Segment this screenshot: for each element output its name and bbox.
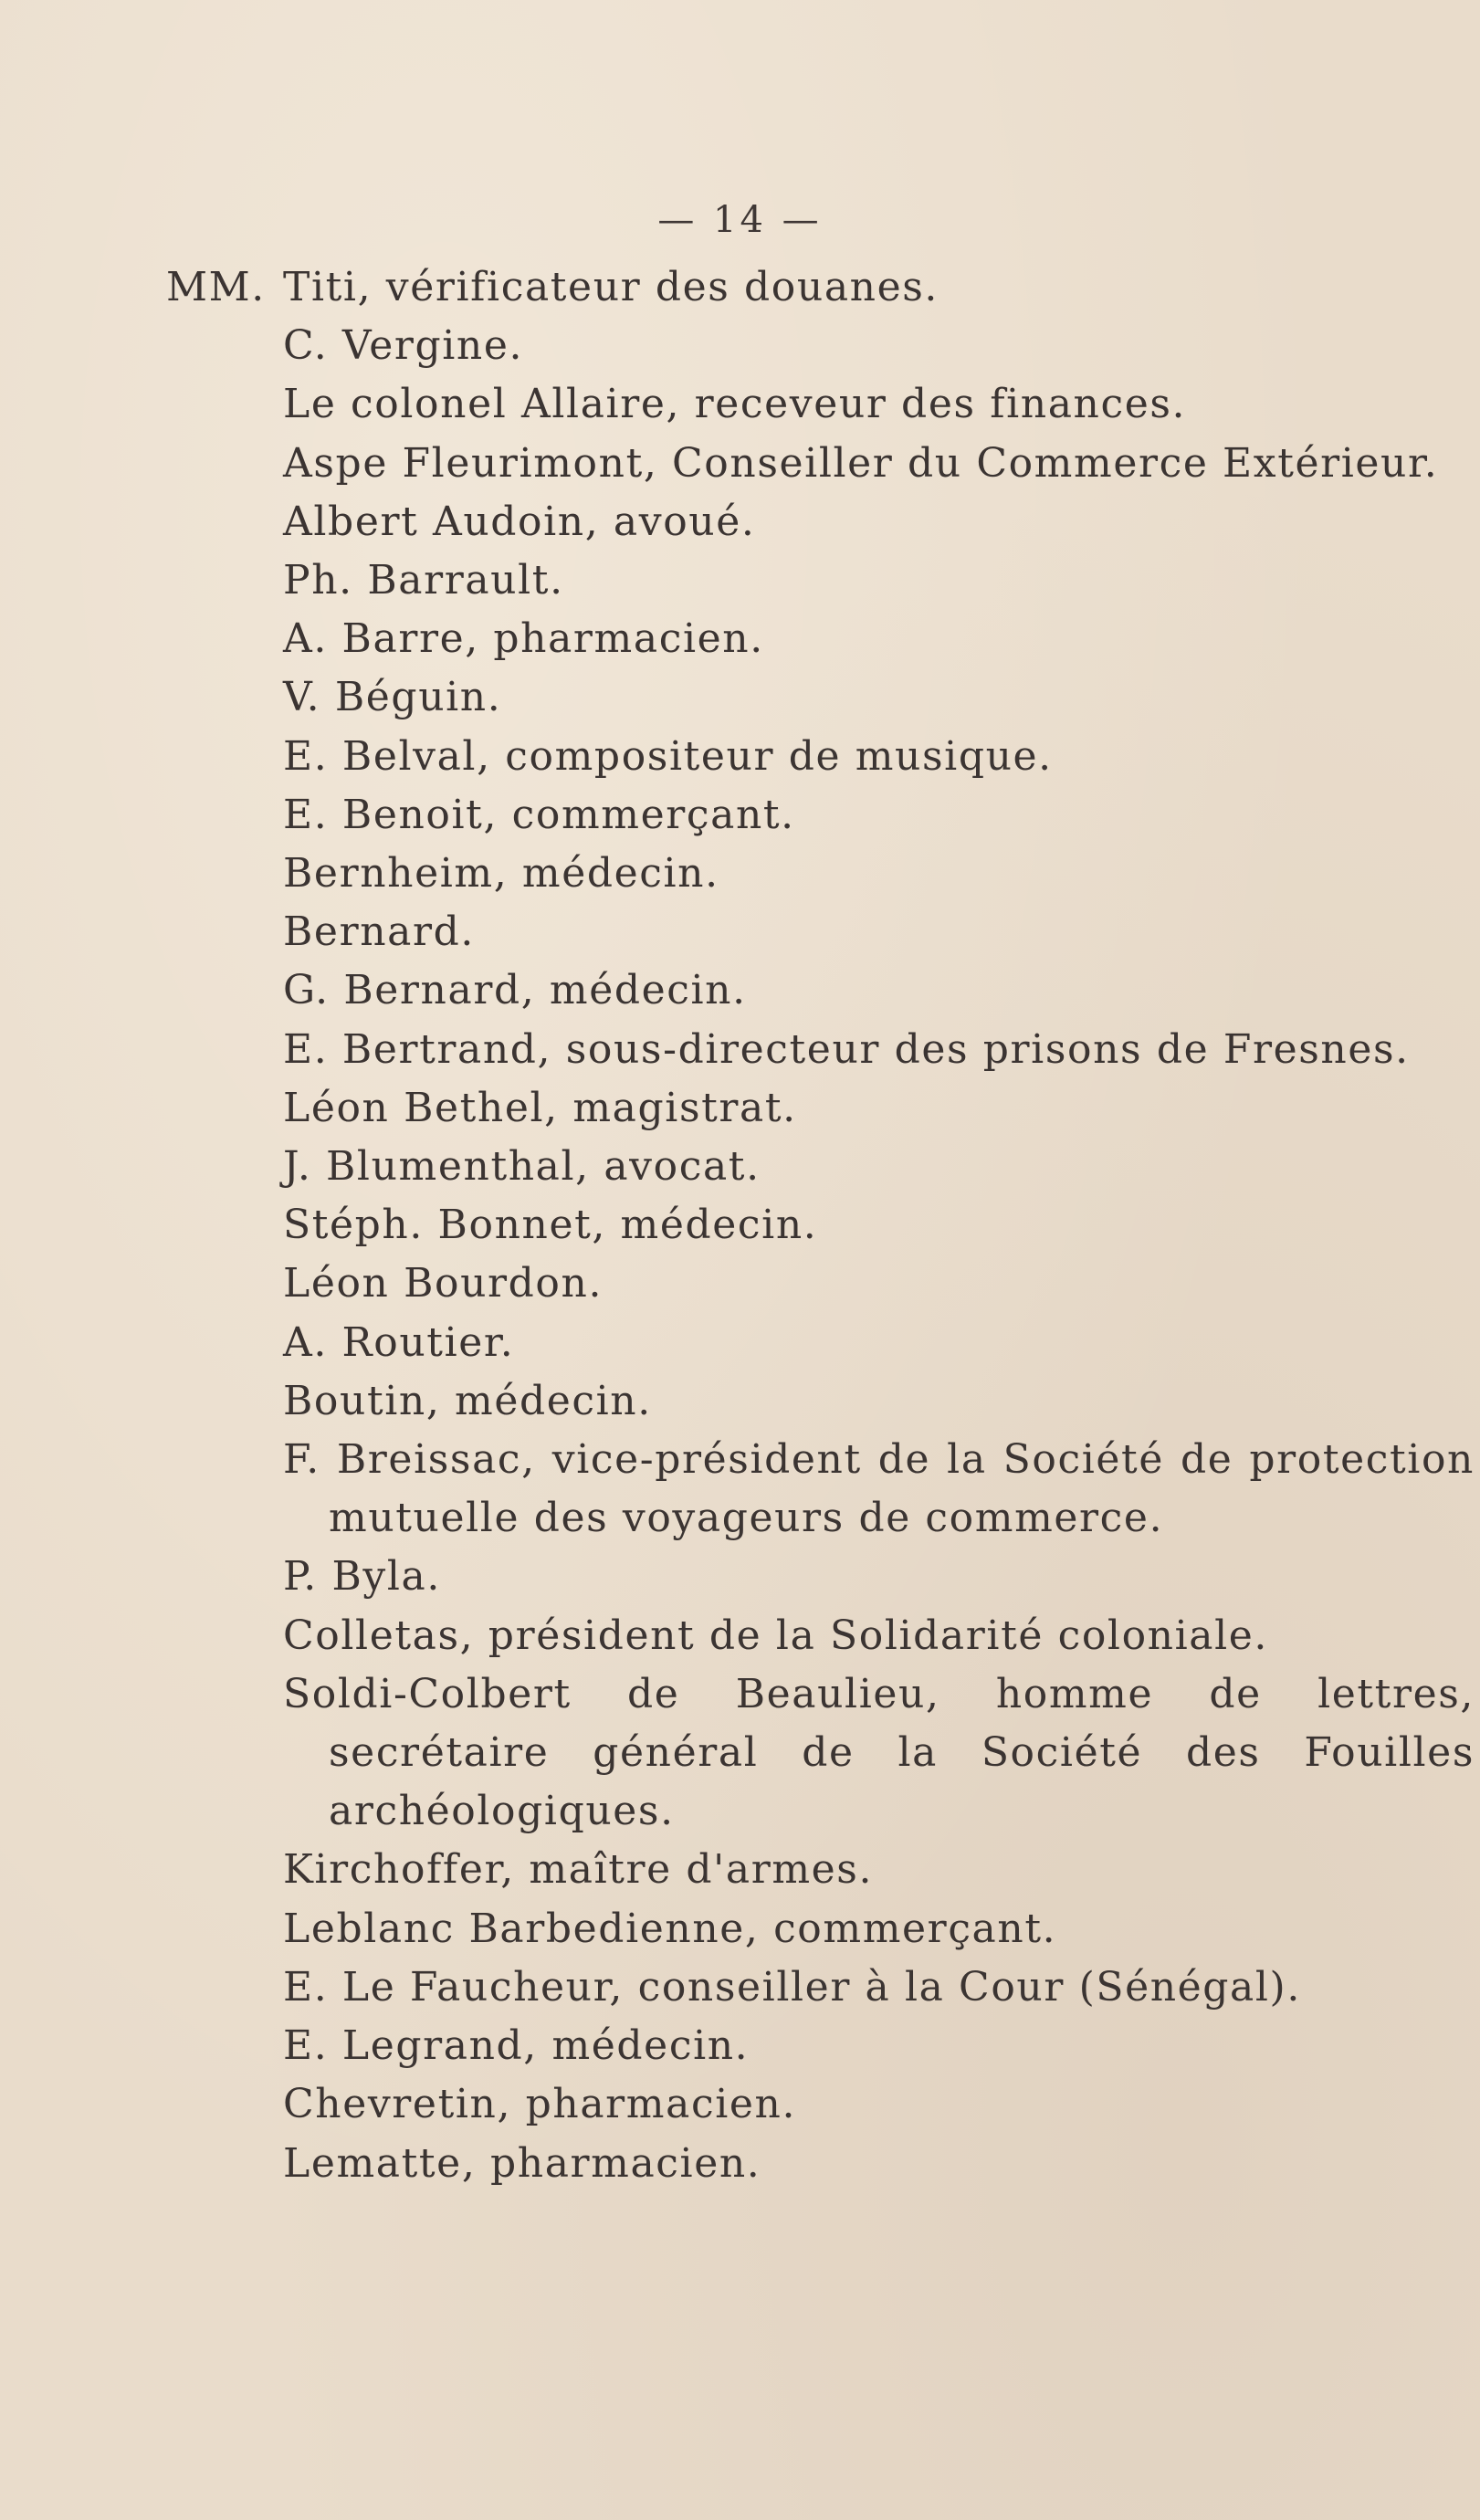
entry-text: G. Bernard, médecin. [283, 967, 747, 1014]
entry-text: Ph. Barrault. [283, 557, 564, 604]
entry-text: Lematte, pharmacien. [283, 2139, 761, 2187]
list-item [283, 1431, 1475, 1548]
list-item [283, 903, 1424, 961]
member-list [166, 258, 1475, 2193]
entry-text: Léon Bourdon. [283, 1260, 604, 1307]
entry-text: Boutin, médecin. [283, 1377, 652, 1424]
list-item [283, 375, 1424, 434]
entry-text: E. Le Faucheur, conseiller à la Cour (Sénégal). [283, 1963, 1301, 2011]
list-item [283, 1607, 1424, 1665]
entry-text: Léon Bethel, magistrat. [283, 1084, 797, 1131]
entry-text: Leblanc Barbedienne, commerçant. [283, 1905, 1057, 1952]
entry-text: P. Byla. [283, 1553, 441, 1601]
list-item [283, 961, 1424, 1020]
list-item [283, 786, 1424, 845]
list-item [283, 1079, 1424, 1138]
entry-text: J. Blumenthal, avocat. [283, 1143, 761, 1191]
entry-text: E. Bertrand, sous-directeur des prisons de Fresnes. [283, 1025, 1410, 1073]
list-item [283, 317, 1424, 375]
entry-text: Chevretin, pharmacien. [283, 2081, 797, 2128]
entry-text: Soldi-Colbert de Beaulieu, homme de lettres, secrétaire général de la Société des Fouilles archéologiques. [283, 1670, 1475, 1835]
list-item [283, 1372, 1424, 1431]
list-item [283, 1548, 1424, 1606]
entry-text: Stéph. Bonnet, médecin. [283, 1202, 818, 1249]
list-item [283, 1665, 1475, 1842]
entry-text: Aspe Fleurimont, Conseiller du Commerce Extérieur. [283, 439, 1439, 487]
entry-text: Le colonel Allaire, receveur des finances. [283, 381, 1187, 428]
list-item [283, 1314, 1424, 1372]
list-item [283, 610, 1424, 668]
entry-text: Bernheim, médecin. [283, 850, 719, 898]
list-item [283, 1900, 1424, 1958]
list-item [283, 1841, 1424, 1899]
list-item [283, 1255, 1424, 1313]
entry-text: A. Barre, pharmacien. [283, 615, 764, 663]
list-prefix: MM. [166, 264, 266, 310]
list-item [283, 1196, 1424, 1255]
entry-text: Kirchoffer, maître d'armes. [283, 1846, 874, 1894]
list-item [283, 728, 1424, 786]
entry-text: Albert Audoin, avoué. [283, 498, 756, 545]
list-item [283, 2135, 1424, 2193]
list-item [283, 435, 1439, 493]
entry-text: A. Routier. [283, 1318, 515, 1366]
list-item [283, 2017, 1424, 2075]
list-item [283, 1138, 1424, 1196]
list-item [283, 668, 1424, 727]
entry-text: V. Béguin. [283, 674, 502, 721]
list-item [283, 1958, 1424, 2017]
list-item [283, 1021, 1424, 1079]
list-item [283, 845, 1424, 903]
entry-text: E. Legrand, médecin. [283, 2022, 750, 2070]
entry-text: C. Vergine. [283, 322, 524, 370]
entry-text: E. Belval, compositeur de musique. [283, 732, 1053, 780]
list-item [283, 2075, 1424, 2134]
page-number: — 14 — [657, 199, 823, 241]
entry-text: Titi, vérificateur des douanes. [283, 264, 939, 310]
list-item [166, 258, 1424, 317]
entry-text: F. Breissac, vice-président de la Société de protection mutuelle des voyageurs de commerce. [283, 1436, 1475, 1542]
entry-text: E. Benoit, commerçant. [283, 791, 795, 838]
entry-text: Bernard. [283, 908, 475, 956]
list-item [283, 493, 1424, 551]
entry-text: Colletas, président de la Solidarité coloniale. [283, 1612, 1269, 1659]
list-item [283, 551, 1424, 610]
